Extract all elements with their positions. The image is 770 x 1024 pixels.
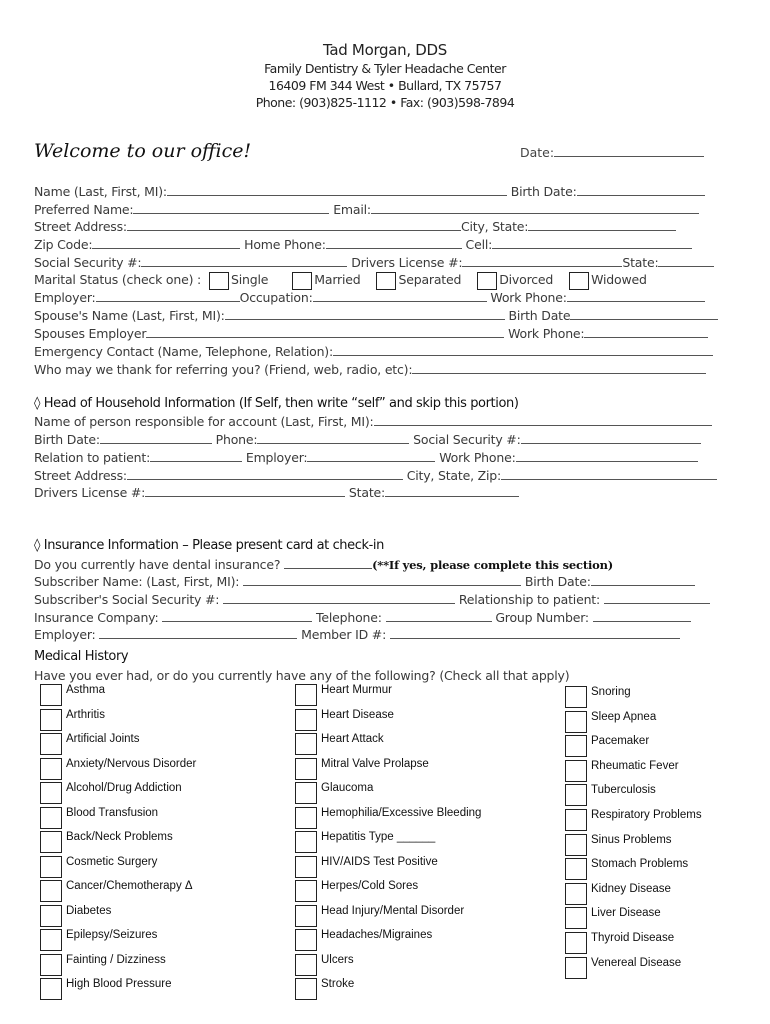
medical-item-label: Arthritis [66,708,105,721]
medical-item-label: Blood Transfusion [66,806,159,819]
medical-checkbox[interactable] [40,807,62,829]
medical-checkbox[interactable] [40,856,62,878]
subscriber-birth-label: Birth Date: [524,574,591,589]
marital-status-row [34,270,647,290]
marital-divorced-checkbox[interactable] [477,272,497,290]
subscriber-name-row [34,573,695,590]
medical-item-label: Heart Murmur [321,684,392,696]
medical-checkbox[interactable] [565,784,587,806]
marital-divorced-label: Divorced [499,272,554,287]
medical-checkbox[interactable] [40,831,62,853]
medical-checkbox[interactable] [295,733,317,755]
responsible-row [34,413,712,430]
medical-item-label: Anxiety/Nervous Disorder [66,757,197,770]
medical-item-label: Alcohol/Drug Addiction [66,782,182,794]
medical-item-label: Head Injury/Mental Disorder [321,904,465,917]
subscriber-relationship-field[interactable] [604,592,710,604]
medical-item-label: Hemophilia/Excessive Bleeding [321,806,482,819]
household-employer-field[interactable] [307,450,435,462]
dental-insurance-field[interactable] [284,557,372,569]
medical-checkbox[interactable] [40,954,62,976]
medical-checkbox[interactable] [565,760,587,782]
insurance-employer-label: Employer: [34,627,96,642]
marital-widowed-checkbox[interactable] [569,272,589,290]
spouse-employer-row [34,325,708,342]
medical-item-label: Headaches/Migraines [321,929,433,941]
zip-label: Zip Code: [34,237,93,252]
home-phone-field[interactable] [326,237,462,249]
medical-checkbox[interactable] [40,684,62,706]
medical-checkbox[interactable] [565,883,587,905]
insurance-employer-row [34,626,680,643]
emergency-row [34,343,713,360]
medical-checkbox[interactable] [565,735,587,757]
work-phone-label: Work Phone: [490,290,567,305]
medical-item-label: Ulcers [321,953,354,966]
medical-item-label: Pacemaker [591,735,650,748]
household-license-row [34,484,519,501]
medical-checkbox[interactable] [40,709,62,731]
household-license-field[interactable] [145,485,345,497]
medical-checkbox[interactable] [295,929,317,951]
medical-checkbox[interactable] [295,758,317,780]
city-state-field[interactable] [528,219,676,231]
practice-subtitle: Family Dentistry & Tyler Headache Center [264,61,506,76]
dental-insurance-label: Do you currently have dental insurance? [34,557,281,572]
zip-field[interactable] [92,237,240,249]
medical-item-label: Cosmetic Surgery [66,855,158,868]
medical-item-label: Hepatitis Type ______ [321,831,436,843]
household-birth-field[interactable] [100,432,212,444]
medical-checkbox[interactable] [295,954,317,976]
state-label: State: [622,255,659,270]
medical-item-label: Rheumatic Fever [591,759,679,772]
member-id-label: Member ID #: [301,627,387,642]
emergency-label: Emergency Contact (Name, Telephone, Relation): [34,344,333,359]
medical-item-label: Sleep Apnea [591,710,657,723]
medical-item-label: Asthma [66,684,105,696]
email-label: Email: [333,202,371,217]
preferred-name-field[interactable] [133,202,329,214]
medical-item-label: Tuberculosis [591,784,656,797]
medical-item-label: Respiratory Problems [591,809,702,821]
medical-checkbox[interactable] [295,856,317,878]
marital-married-checkbox[interactable] [292,272,312,290]
medical-checkbox[interactable] [295,978,317,1000]
medical-item-label: Liver Disease [591,907,661,920]
marital-widowed-label: Widowed [591,272,647,287]
address-row [34,218,676,235]
subscriber-ssn-field[interactable] [223,592,455,604]
medical-checkbox[interactable] [565,834,587,856]
marital-single-label: Single [231,272,269,287]
medical-checkbox[interactable] [565,809,587,831]
household-street-label: Street Address: [34,468,127,483]
medical-history-question: Have you ever had, or do you currently have any of the following? (Check all that apply) [34,668,570,683]
spouses-employer-label: Spouses Employer [34,326,147,341]
medical-checkbox[interactable] [565,686,587,708]
medical-checkbox[interactable] [565,907,587,929]
household-state-field[interactable] [385,485,519,497]
spouse-row [34,307,718,324]
practice-header [0,40,770,111]
medical-checkbox[interactable] [565,711,587,733]
occupation-field[interactable] [313,290,487,302]
medical-item-label: Epilepsy/Seizures [66,929,158,941]
insurance-telephone-label: Telephone: [316,610,382,625]
medical-checkbox[interactable] [295,880,317,902]
medical-item-label: Mitral Valve Prolapse [321,757,429,770]
insurance-company-row [34,609,691,626]
practice-address: 16409 FM 344 West • Bullard, TX 75757 [268,78,502,93]
home-phone-label: Home Phone: [244,237,326,252]
marital-married-label: Married [314,272,361,287]
household-relation-label: Relation to patient: [34,450,151,465]
subscriber-birth-field[interactable] [591,574,695,586]
practice-name: Tad Morgan, DDS [322,41,448,59]
medical-item-label: Stroke [321,978,355,990]
medical-checkbox[interactable] [295,782,317,804]
medical-history-title: Medical History [34,649,129,664]
spouses-employer-field[interactable] [146,326,504,338]
insurance-employer-field[interactable] [99,627,297,639]
medical-item-label: Artificial Joints [66,733,140,745]
street-field[interactable] [127,219,461,231]
drivers-license-label: Drivers License #: [351,255,463,270]
medical-checkbox[interactable] [295,684,317,706]
household-city-label: City, State, Zip: [406,468,501,483]
cell-field[interactable] [492,237,692,249]
marital-separated-checkbox[interactable] [376,272,396,290]
medical-item-label: Thyroid Disease [591,932,675,944]
medical-item-label: Stomach Problems [591,858,689,871]
member-id-field[interactable] [390,627,680,639]
employer-field[interactable] [96,290,240,302]
medical-item-label: HIV/AIDS Test Positive [321,855,438,868]
medical-item-label: Heart Disease [321,708,394,721]
household-work-phone-label: Work Phone: [439,450,516,465]
household-ssn-field[interactable] [521,432,701,444]
state-field[interactable] [658,255,714,267]
medical-checkbox[interactable] [40,929,62,951]
marital-single-checkbox[interactable] [209,272,229,290]
responsible-label: Name of person responsible for account (Last, First, MI): [34,414,374,429]
medical-checkbox[interactable] [295,905,317,927]
patient-name-field[interactable] [167,184,507,196]
dental-insurance-row [34,556,613,574]
insurance-company-label: Insurance Company: [34,610,159,625]
street-label: Street Address: [34,219,127,234]
medical-item-label: Herpes/Cold Sores [321,880,419,892]
spouse-birth-field[interactable] [570,308,718,320]
medical-checkbox[interactable] [565,932,587,954]
subscriber-ssn-row [34,591,710,608]
household-birth-label: Birth Date: [34,432,100,447]
medical-checkbox[interactable] [565,957,587,979]
medical-checkbox[interactable] [565,858,587,880]
household-ssn-label: Social Security #: [413,432,521,447]
medical-checkbox[interactable] [295,807,317,829]
spouse-birth-label: Birth Date [508,308,571,323]
patient-birth-date-field[interactable] [577,184,705,196]
medical-checkbox[interactable] [295,709,317,731]
welcome-heading: Welcome to our office! [34,140,252,162]
medical-item-label: Fainting / Dizziness [66,953,166,966]
preferred-email-row [34,201,699,218]
medical-checkbox[interactable] [40,905,62,927]
medical-item-label: Glaucoma [321,782,374,794]
medical-item-label: Snoring [591,686,631,698]
responsible-field[interactable] [374,414,712,426]
household-street-field[interactable] [127,468,403,480]
household-relation-field[interactable] [150,450,242,462]
household-phone-label: Phone: [215,432,258,447]
dental-insurance-note: (**If yes, please complete this section) [372,558,613,572]
medical-checkbox[interactable] [40,733,62,755]
city-state-label: City, State: [460,219,529,234]
patient-birth-date-label: Birth Date: [510,184,577,199]
spouse-name-label: Spouse's Name (Last, First, MI): [34,308,225,323]
household-state-label: State: [348,485,386,500]
medical-item-label: Heart Attack [321,733,384,745]
ssn-label: Social Security #: [34,255,142,270]
spouse-work-phone-field[interactable] [584,326,708,338]
medical-item-label: Kidney Disease [591,882,671,895]
employer-row [34,289,705,306]
marital-separated-label: Separated [398,272,462,287]
patient-name-label: Name (Last, First, MI): [34,184,167,199]
date-label: Date: [520,145,555,160]
employer-label: Employer: [34,290,96,305]
insurance-section-title: ◊ Insurance Information – Please present card at check-in [34,538,384,553]
household-employer-label: Employer: [245,450,308,465]
preferred-name-label: Preferred Name: [34,202,134,217]
insurance-company-field[interactable] [162,610,312,622]
patient-name-row [34,183,705,200]
subscriber-name-label: Subscriber Name: (Last, First, MI): [34,574,240,589]
spouse-work-phone-label: Work Phone: [508,326,585,341]
insurance-telephone-field[interactable] [386,610,492,622]
household-section-title: ◊ Head of Household Information (If Self, then write “self” and skip this portion) [34,396,519,411]
occupation-label: Occupation: [239,290,313,305]
work-phone-field[interactable] [567,290,705,302]
spouse-name-field[interactable] [225,308,505,320]
medical-checkbox[interactable] [40,758,62,780]
medical-item-label: High Blood Pressure [66,978,172,990]
referral-field[interactable] [412,362,706,374]
cell-label: Cell: [465,237,493,252]
email-field[interactable] [371,202,699,214]
date-field[interactable] [520,145,704,160]
practice-phone-fax: Phone: (903)825-1112 • Fax: (903)598-7894 [255,95,515,110]
medical-checkbox[interactable] [295,831,317,853]
referral-row [34,361,706,378]
medical-checkbox[interactable] [40,978,62,1000]
medical-item-label: Cancer/Chemotherapy Δ [66,880,193,892]
marital-label: Marital Status (check one) : [34,272,202,287]
ssn-license-row [34,254,714,271]
household-street-row [34,467,717,484]
medical-checkbox[interactable] [40,880,62,902]
medical-item-label: Back/Neck Problems [66,831,173,843]
insurance-group-field[interactable] [593,610,691,622]
household-relation-row [34,449,698,466]
medical-item-label: Sinus Problems [591,833,672,846]
subscriber-ssn-label: Subscriber's Social Security #: [34,592,220,607]
subscriber-relationship-label: Relationship to patient: [458,592,600,607]
insurance-group-label: Group Number: [495,610,589,625]
referral-label: Who may we thank for referring you? (Friend, web, radio, etc): [34,362,413,377]
household-phone-field[interactable] [257,432,409,444]
household-city-field[interactable] [501,468,717,480]
medical-item-label: Diabetes [66,904,112,917]
household-work-phone-field[interactable] [516,450,698,462]
household-license-label: Drivers License #: [34,485,146,500]
medical-item-label: Venereal Disease [591,956,682,969]
drivers-license-field[interactable] [462,255,622,267]
medical-checkbox[interactable] [40,782,62,804]
ssn-field[interactable] [141,255,347,267]
zip-phone-row [34,236,692,253]
subscriber-name-field[interactable] [243,574,521,586]
emergency-field[interactable] [333,344,713,356]
household-birth-row [34,431,701,448]
